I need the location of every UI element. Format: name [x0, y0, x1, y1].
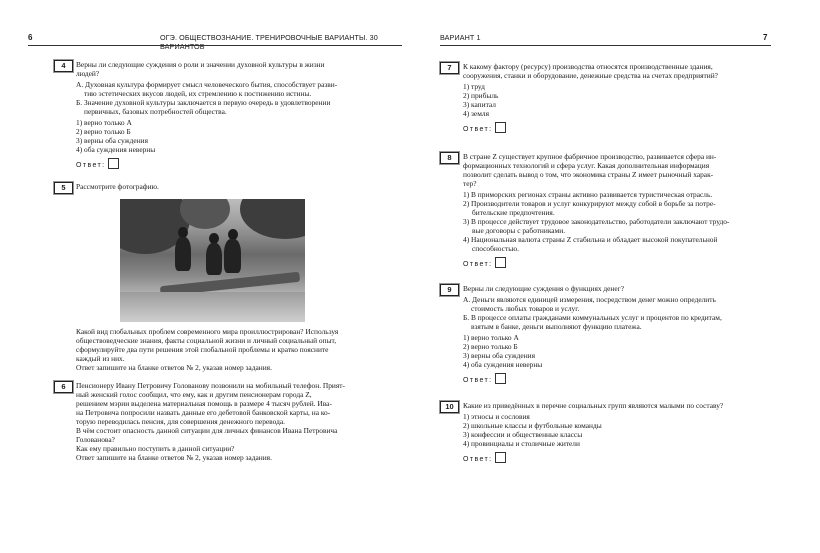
answer-option: 2) школьные классы и футбольные команды: [463, 421, 602, 430]
answer-option: способностью.: [472, 244, 519, 253]
answer-box[interactable]: [495, 122, 506, 133]
answer-option: 4) оба суждения неверны: [463, 360, 543, 369]
question-text: Какие из приведённых в перечне социальных групп являются малыми по составу?: [463, 401, 724, 410]
answer-label: Ответ:: [463, 456, 493, 463]
statement: А. Деньги являются единицей измерения, посредством денег можно определить: [463, 295, 716, 304]
photo-children: [120, 199, 305, 322]
answer-label: Ответ:: [463, 261, 493, 268]
statement: Б. В процессе оплаты гражданами коммунальных услуг и процентов по кредитам,: [463, 313, 722, 322]
answer-field: [463, 122, 775, 134]
question-instruction: Ответ запишите на бланке ответов № 2, указав номер задания.: [76, 453, 272, 462]
answer-option: 1) верно только А: [76, 118, 132, 127]
answer-box[interactable]: [108, 158, 119, 169]
statement: А. Духовная культура формирует смысл человеческого бытия, способствует разви-: [76, 80, 338, 89]
question-text: на Петровича попросили назвать данные его дебетовой банковской карты, на ко-: [76, 408, 331, 417]
answer-option: 2) верно только Б: [76, 127, 131, 136]
statement: первичных, базовых потребностей общества.: [84, 107, 227, 116]
answer-field: [463, 452, 775, 464]
page-number: 7: [763, 33, 768, 42]
answer-option: 4) оба суждения неверны: [76, 145, 156, 154]
answer-option: 1) этносы и сословия: [463, 412, 530, 421]
answer-option: бительские предпочтения.: [472, 208, 555, 217]
answer-option: 1) В приморских регионах страны активно развивается туристическая отрасль.: [463, 190, 713, 199]
statement: взятым в банке, деньги выполняют функцию платежа.: [471, 322, 642, 331]
question-text: Пенсионеру Ивану Петровичу Голованову позвонили на мобильный телефон. Прият-: [76, 381, 345, 390]
question-7: [463, 62, 775, 134]
question-text: К какому фактору (ресурсу) производства относятся производственные здания,: [463, 62, 713, 71]
question-text: формационных технологий и сфера услуг. Какая дополнительная информация: [463, 161, 710, 170]
answer-box[interactable]: [495, 257, 506, 268]
question-text: обществоведческие знания, факты социальной жизни и личный социальный опыт,: [76, 336, 337, 345]
question-number-badge: 9: [440, 284, 459, 296]
question-text: Голованова?: [76, 435, 115, 444]
question-text: Верны ли следующие суждения о функциях денег?: [463, 284, 624, 293]
answer-box[interactable]: [495, 373, 506, 384]
answer-option: 3) верны оба суждения: [76, 136, 149, 145]
question-text: сформулируйте два пути решения этой глобальной проблемы и кратко поясните: [76, 345, 329, 354]
answer-option: 3) В процессе действует трудовое законодательство, работодатели заключают трудо-: [463, 217, 730, 226]
header-rule: [440, 45, 771, 46]
question-5: [76, 182, 396, 191]
answer-option: 3) верны оба суждения: [463, 351, 536, 360]
running-header: ОГЭ. ОБЩЕСТВОЗНАНИЕ. ТРЕНИРОВОЧНЫЕ ВАРИАНТЫ. 30 ВАРИАНТОВ: [160, 33, 378, 51]
question-text: тер?: [463, 179, 477, 188]
question-number-badge: 4: [54, 60, 73, 72]
question-number-badge: 7: [440, 62, 459, 74]
answer-option: 1) труд: [463, 82, 485, 91]
answer-option: 4) земля: [463, 109, 489, 118]
question-10: [463, 401, 775, 464]
question-text: позволит сделать вывод о том, что экономика страны Z имеет рыночный харак-: [463, 170, 714, 179]
statement: стоимость любых товаров и услуг.: [471, 304, 580, 313]
question-text: людей?: [76, 69, 100, 78]
question-text: Верны ли следующие суждения о роли и значении духовной культуры в жизни: [76, 60, 325, 69]
question-5-task: [76, 327, 396, 372]
question-text: каждый из них.: [76, 354, 125, 363]
question-text: Рассмотрите фотографию.: [76, 182, 159, 191]
answer-option: 2) Производители товаров и услуг конкурируют между собой в борьбе за потре-: [463, 199, 716, 208]
question-number-badge: 8: [440, 152, 459, 164]
right-page: [410, 0, 820, 553]
question-8: [463, 152, 775, 269]
answer-option: вые договоры с работниками.: [472, 226, 566, 235]
question-text: Какой вид глобальных проблем современного мира проиллюстрирован? Используя: [76, 327, 339, 336]
question-9: [463, 284, 775, 385]
question-text: В стране Z существует крупное фабричное производство, развивается сфера ин-: [463, 152, 717, 161]
question-6: [76, 381, 396, 462]
answer-label: Ответ:: [76, 162, 106, 169]
question-instruction: Ответ запишите на бланке ответов № 2, указав номер задания.: [76, 363, 272, 372]
answer-field: [463, 373, 775, 385]
question-text: торую переводилась пенсия, для совершения денежного перевода.: [76, 417, 285, 426]
running-header: ВАРИАНТ 1: [440, 33, 481, 42]
question-text: ный женский голос сообщил, что ему, как и другим пенсионерам города Z,: [76, 390, 312, 399]
question-number-badge: 6: [54, 381, 73, 393]
answer-option: 3) капитал: [463, 100, 496, 109]
question-number-badge: 10: [440, 401, 459, 413]
answer-option: 1) верно только А: [463, 333, 519, 342]
answer-option: 4) провинциалы и столичные жители: [463, 439, 580, 448]
header-rule: [28, 45, 402, 46]
question-text: Как ему правильно поступить в данной ситуации?: [76, 444, 235, 453]
question-4: [76, 60, 396, 170]
answer-field: [76, 158, 396, 170]
answer-label: Ответ:: [463, 126, 493, 133]
answer-option: 2) прибыль: [463, 91, 499, 100]
question-text: сооружения, станки и оборудование, денежные средства на счетах предприятий?: [463, 71, 718, 80]
answer-field: [463, 257, 775, 269]
answer-option: 3) конфессии и общественные классы: [463, 430, 583, 439]
question-text: решением мэрии выделена материальная помощь в размере 4 тысяч рублей. Ива-: [76, 399, 332, 408]
answer-option: 4) Национальная валюта страны Z стабильна и обладает высокой покупательной: [463, 235, 718, 244]
answer-box[interactable]: [495, 452, 506, 463]
question-number-badge: 5: [54, 182, 73, 194]
answer-label: Ответ:: [463, 377, 493, 384]
page-number: 6: [28, 33, 33, 42]
statement: тию эстетических вкусов людей, их стремлению к постижению истины.: [84, 89, 312, 98]
answer-option: 2) верно только Б: [463, 342, 518, 351]
question-text: В чём состоит опасность данной ситуации для личных финансов Ивана Петровича: [76, 426, 338, 435]
statement: Б. Значение духовной культуры заключается в первую очередь в удовлетворении: [76, 98, 331, 107]
